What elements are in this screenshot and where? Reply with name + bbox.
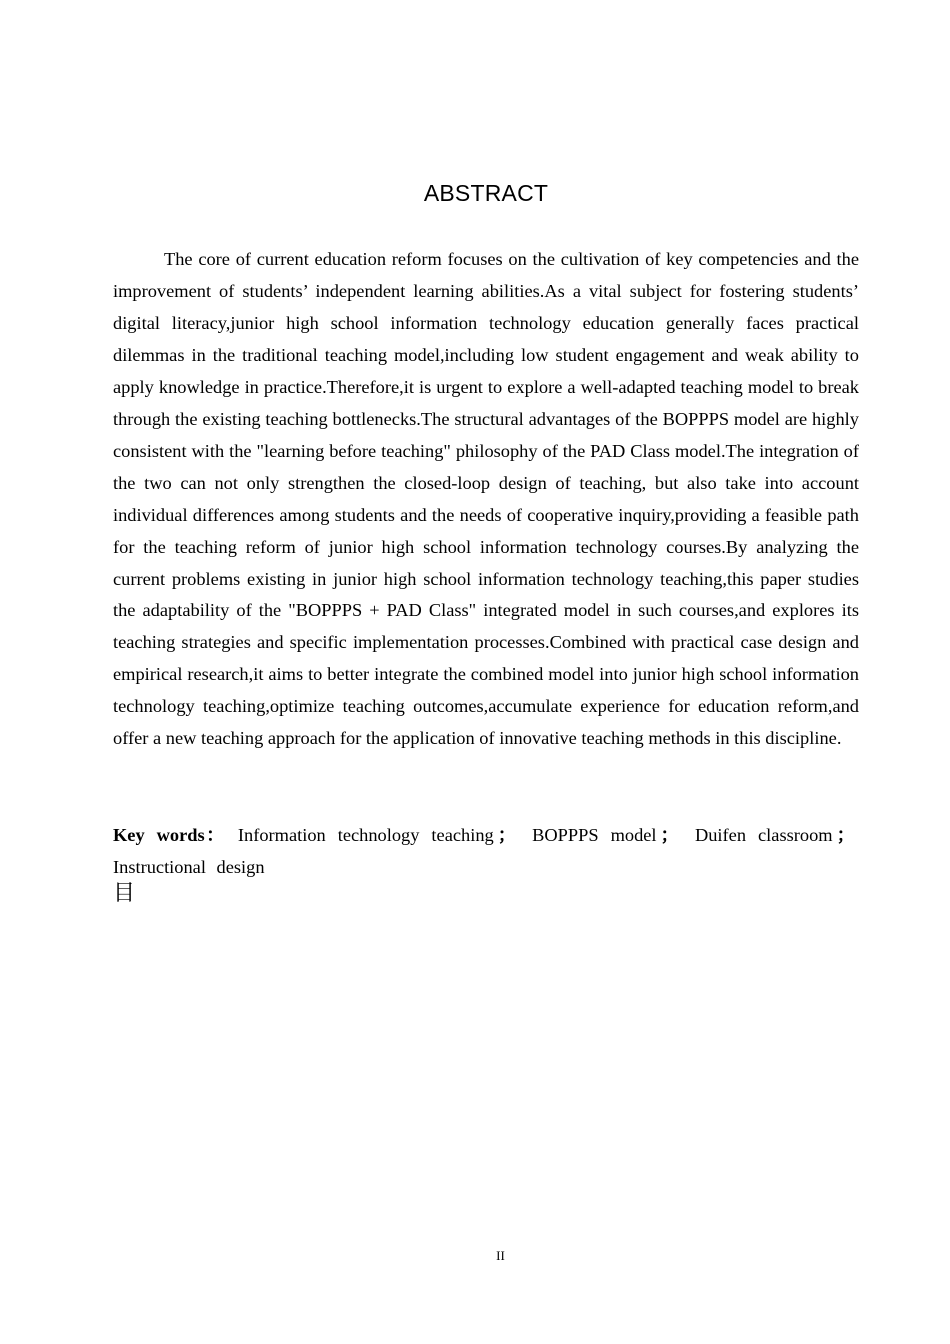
keyword-item: Instructional design [113, 857, 265, 877]
keyword-item: Information technology teaching [237, 825, 494, 845]
toc-heading-glyph: 目 [113, 881, 136, 906]
keywords-label: Key words： [113, 825, 226, 845]
keywords-line [113, 819, 859, 883]
keyword-separator: ； [836, 825, 855, 845]
keyword-item: Duifen classroom [694, 825, 833, 845]
page-number: II [496, 1248, 505, 1263]
keyword-separator: ； [497, 825, 517, 845]
abstract-title: ABSTRACT [423, 180, 549, 206]
abstract-body: The core of current education reform focuses on the cultivation of key competencies and the improvement of students’ independent learning abilities.As a vital subject for fostering students’ digital literacy,junior high school information technology education generally faces practical dilemmas in the traditional teaching model,including low student engagement and weak ability to apply knowledge in practice.Therefore,it is urgent to explore a well-adapted teaching model to break through the existing teaching bottlenecks.The structural advantages of the BOPPPS model are highly consistent with the "learning before teaching" philosophy of the PAD Class model.The integration of the two can not only strengthen the closed-loop design of teaching, but also take into account individual differences among students and the needs of cooperative inquiry,providing a feasible path for the teaching reform of junior high school information technology courses.By analyzing the current problems existing in junior high school information technology teaching,this paper studies the adaptability of the "BOPPPS + PAD Class" integrated model in such courses,and explores its teaching strategies and specific implementation processes.Combined with practical case design and empirical research,it aims to better integrate the combined model into junior high school information technology teaching,optimize teaching outcomes,accumulate experience for education reform,and offer a new teaching approach for the application of innovative teaching methods in this discipline. [113, 249, 859, 749]
keyword-item: BOPPPS model [532, 825, 657, 845]
keyword-separator: ； [660, 825, 679, 845]
